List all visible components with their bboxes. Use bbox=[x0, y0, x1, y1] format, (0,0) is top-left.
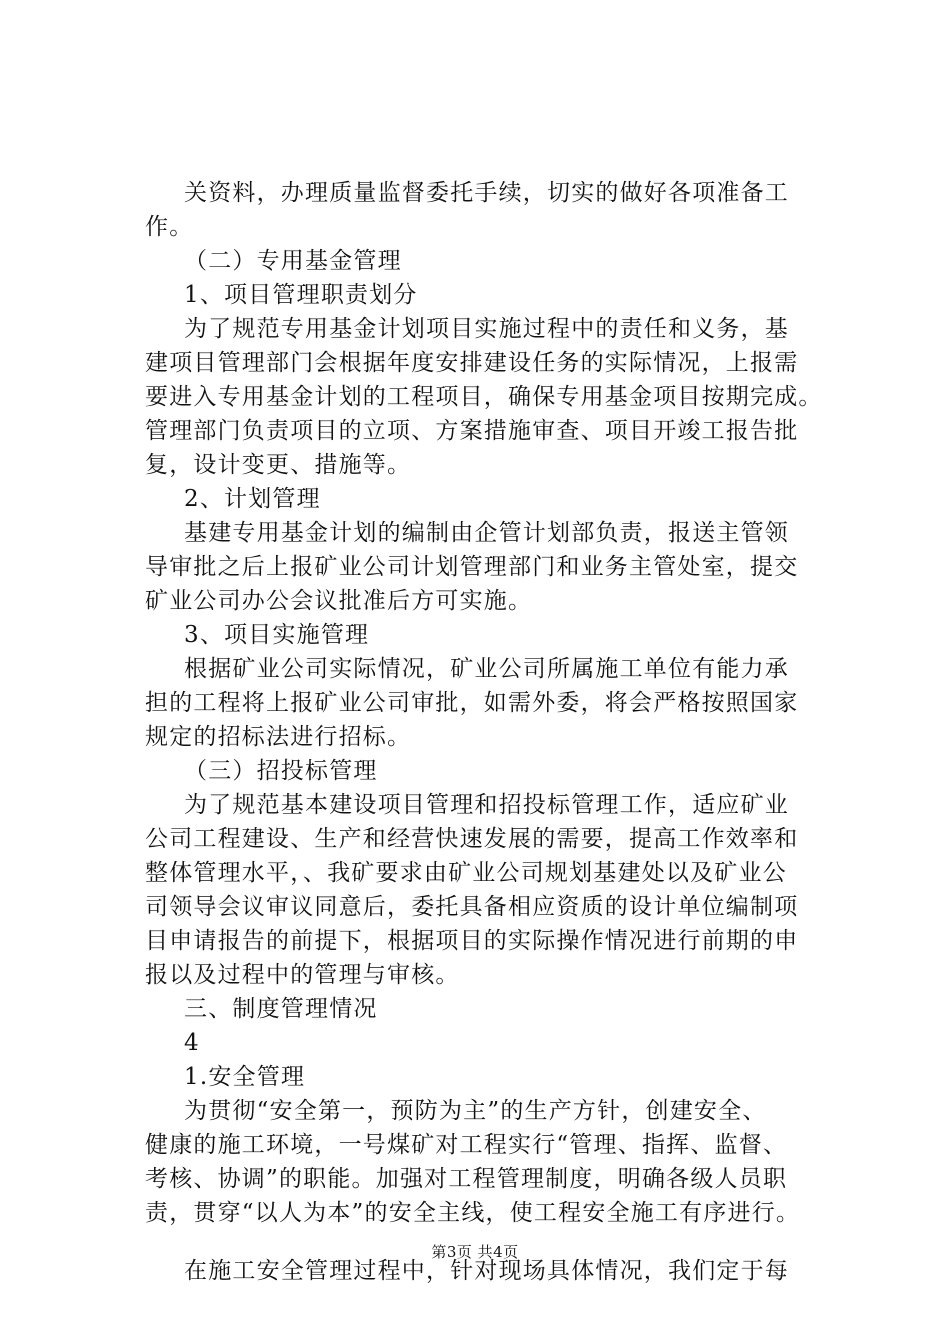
body-line: 公司工程建设、生产和经营快速发展的需要，提高工作效率和 bbox=[145, 826, 799, 852]
subsection-heading: 1.安全管理 bbox=[184, 1064, 306, 1090]
body-line: 整体管理水平，、我矿要求由矿业公司规划基建处以及矿业公 bbox=[145, 860, 787, 886]
body-line: 考核、协调”的职能。加强对工程管理制度，明确各级人员职 bbox=[145, 1166, 788, 1192]
body-line: 关资料，办理质量监督委托手续，切实的做好各项准备工 bbox=[184, 180, 789, 206]
body-line: 报以及过程中的管理与审核。 bbox=[145, 962, 460, 988]
body-line: 矿业公司办公会议批准后方可实施。 bbox=[145, 588, 533, 614]
body-line: 为了规范专用基金计划项目实施过程中的责任和义务，基 bbox=[184, 316, 789, 342]
document-body bbox=[145, 176, 835, 1288]
body-line: 健康的施工环境，一号煤矿对工程实行“管理、指挥、监督、 bbox=[145, 1132, 788, 1158]
body-line: 管理部门负责项目的立项、方案措施审查、项目开竣工报告批 bbox=[145, 418, 799, 444]
body-line: 作。 bbox=[145, 214, 194, 240]
body-line: 要进入专用基金计划的工程项目，确保专用基金项目按期完成。 bbox=[145, 384, 823, 410]
body-line: 责，贯穿“以人为本”的安全主线，使工程安全施工有序进行。 bbox=[145, 1200, 801, 1226]
body-line: 基建专用基金计划的编制由企管计划部负责，报送主管领 bbox=[184, 520, 789, 546]
page-footer: 第3页 共4页 bbox=[431, 1243, 519, 1261]
section-heading: 三、制度管理情况 bbox=[184, 996, 378, 1022]
subsection-heading: 2、计划管理 bbox=[184, 486, 321, 512]
body-line: 根据矿业公司实际情况，矿业公司所属施工单位有能力承 bbox=[184, 656, 789, 682]
body-line: 担的工程将上报矿业公司审批，如需外委，将会严格按照国家 bbox=[145, 690, 799, 716]
section-heading: （二）专用基金管理 bbox=[184, 248, 402, 274]
body-line: 为贯彻“安全第一，预防为主”的生产方针，创建安全、 bbox=[184, 1098, 767, 1124]
section-heading: （三）招投标管理 bbox=[184, 758, 378, 784]
subsection-heading: 3、项目实施管理 bbox=[184, 622, 370, 648]
body-line: 在施工安全管理过程中，针对现场具体情况，我们定于每 bbox=[184, 1258, 789, 1284]
body-line: 导审批之后上报矿业公司计划管理部门和业务主管处室，提交 bbox=[145, 554, 799, 580]
body-line: 规定的招标法进行招标。 bbox=[145, 724, 412, 750]
body-line: 为了规范基本建设项目管理和招投标管理工作，适应矿业 bbox=[184, 792, 789, 818]
body-line: 复，设计变更、措施等。 bbox=[145, 452, 412, 478]
body-line: 建项目管理部门会根据年度安排建设任务的实际情况，上报需 bbox=[145, 350, 799, 376]
subsection-heading: 1、项目管理职责划分 bbox=[184, 282, 418, 308]
body-line: 司领导会议审议同意后，委托具备相应资质的设计单位编制项 bbox=[145, 894, 799, 920]
inline-page-number: 4 bbox=[184, 1030, 200, 1056]
body-line: 目申请报告的前提下，根据项目的实际操作情况进行前期的申 bbox=[145, 928, 799, 954]
